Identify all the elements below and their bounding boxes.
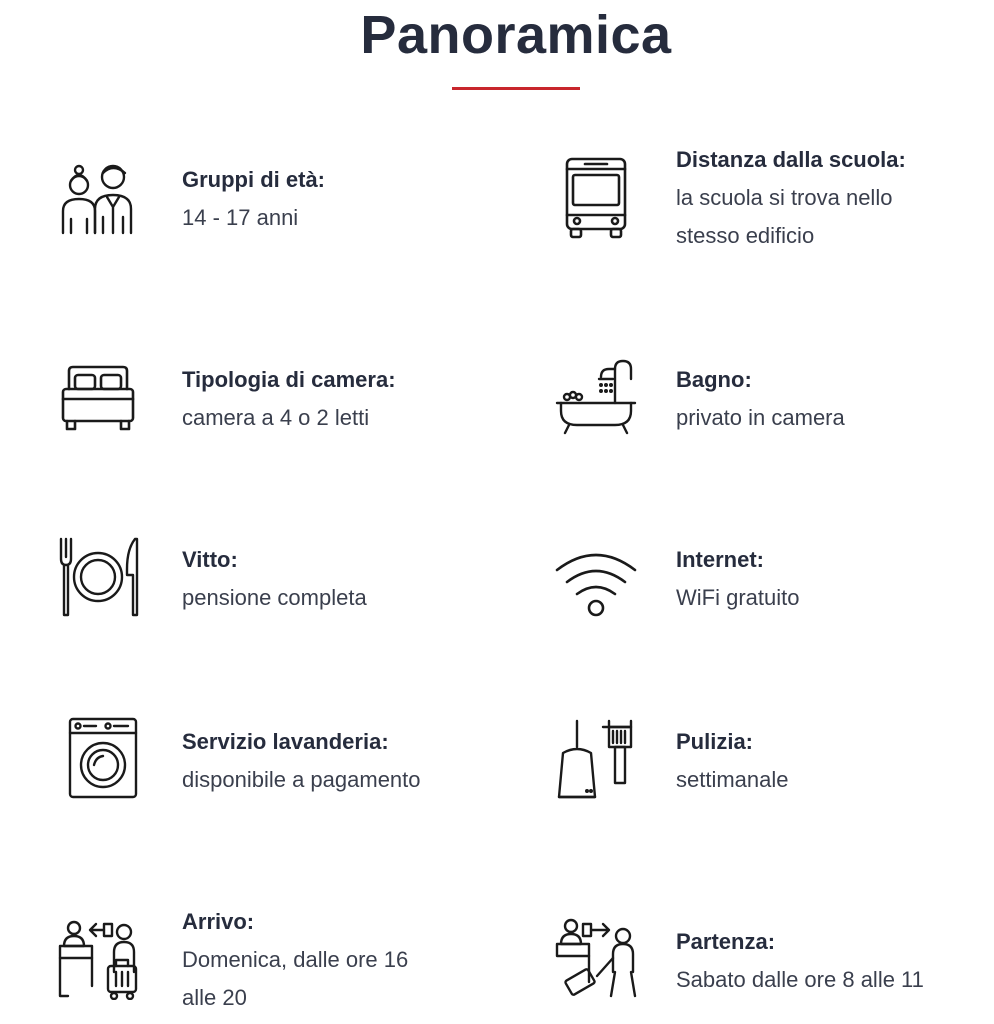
arrival-icon bbox=[58, 914, 144, 1000]
feature-label: Partenza: bbox=[676, 929, 776, 954]
feature-value: camera a 4 o 2 letti bbox=[182, 405, 370, 430]
age-groups-icon bbox=[55, 155, 141, 241]
feature-label: Bagno: bbox=[676, 367, 752, 392]
wifi-icon bbox=[553, 540, 639, 626]
title-underline bbox=[452, 87, 580, 90]
feature-value: WiFi gratuito bbox=[676, 585, 800, 610]
feature-value: pensione completa bbox=[182, 585, 367, 610]
plate-cutlery-icon bbox=[55, 535, 141, 621]
feature-label: Distanza dalla scuola: bbox=[676, 147, 906, 172]
feature-label: Servizio lavanderia: bbox=[182, 729, 389, 754]
cleaning-icon bbox=[553, 715, 639, 801]
departure-icon bbox=[553, 914, 639, 1000]
bed-icon bbox=[55, 355, 141, 441]
feature-label: Vitto: bbox=[182, 547, 238, 572]
feature-value: Domenica, dalle ore 16 alle 20 bbox=[182, 947, 409, 1010]
feature-value: la scuola si trova nello stesso edificio bbox=[676, 185, 893, 248]
feature-value: Sabato dalle ore 8 alle 11 bbox=[676, 967, 924, 992]
feature-label: Internet: bbox=[676, 547, 764, 572]
feature-label: Tipologia di camera: bbox=[182, 367, 396, 392]
feature-value: settimanale bbox=[676, 767, 789, 792]
washing-machine-icon bbox=[60, 715, 146, 801]
feature-label: Arrivo: bbox=[182, 909, 255, 934]
feature-label: Pulizia: bbox=[676, 729, 754, 754]
feature-value: privato in camera bbox=[676, 405, 845, 430]
bathtub-icon bbox=[553, 355, 639, 441]
feature-value: 14 - 17 anni bbox=[182, 205, 299, 230]
feature-label: Gruppi di età: bbox=[182, 167, 325, 192]
bus-icon bbox=[553, 155, 639, 241]
page-title: Panoramica bbox=[360, 5, 672, 65]
feature-value: disponibile a pagamento bbox=[182, 767, 421, 792]
